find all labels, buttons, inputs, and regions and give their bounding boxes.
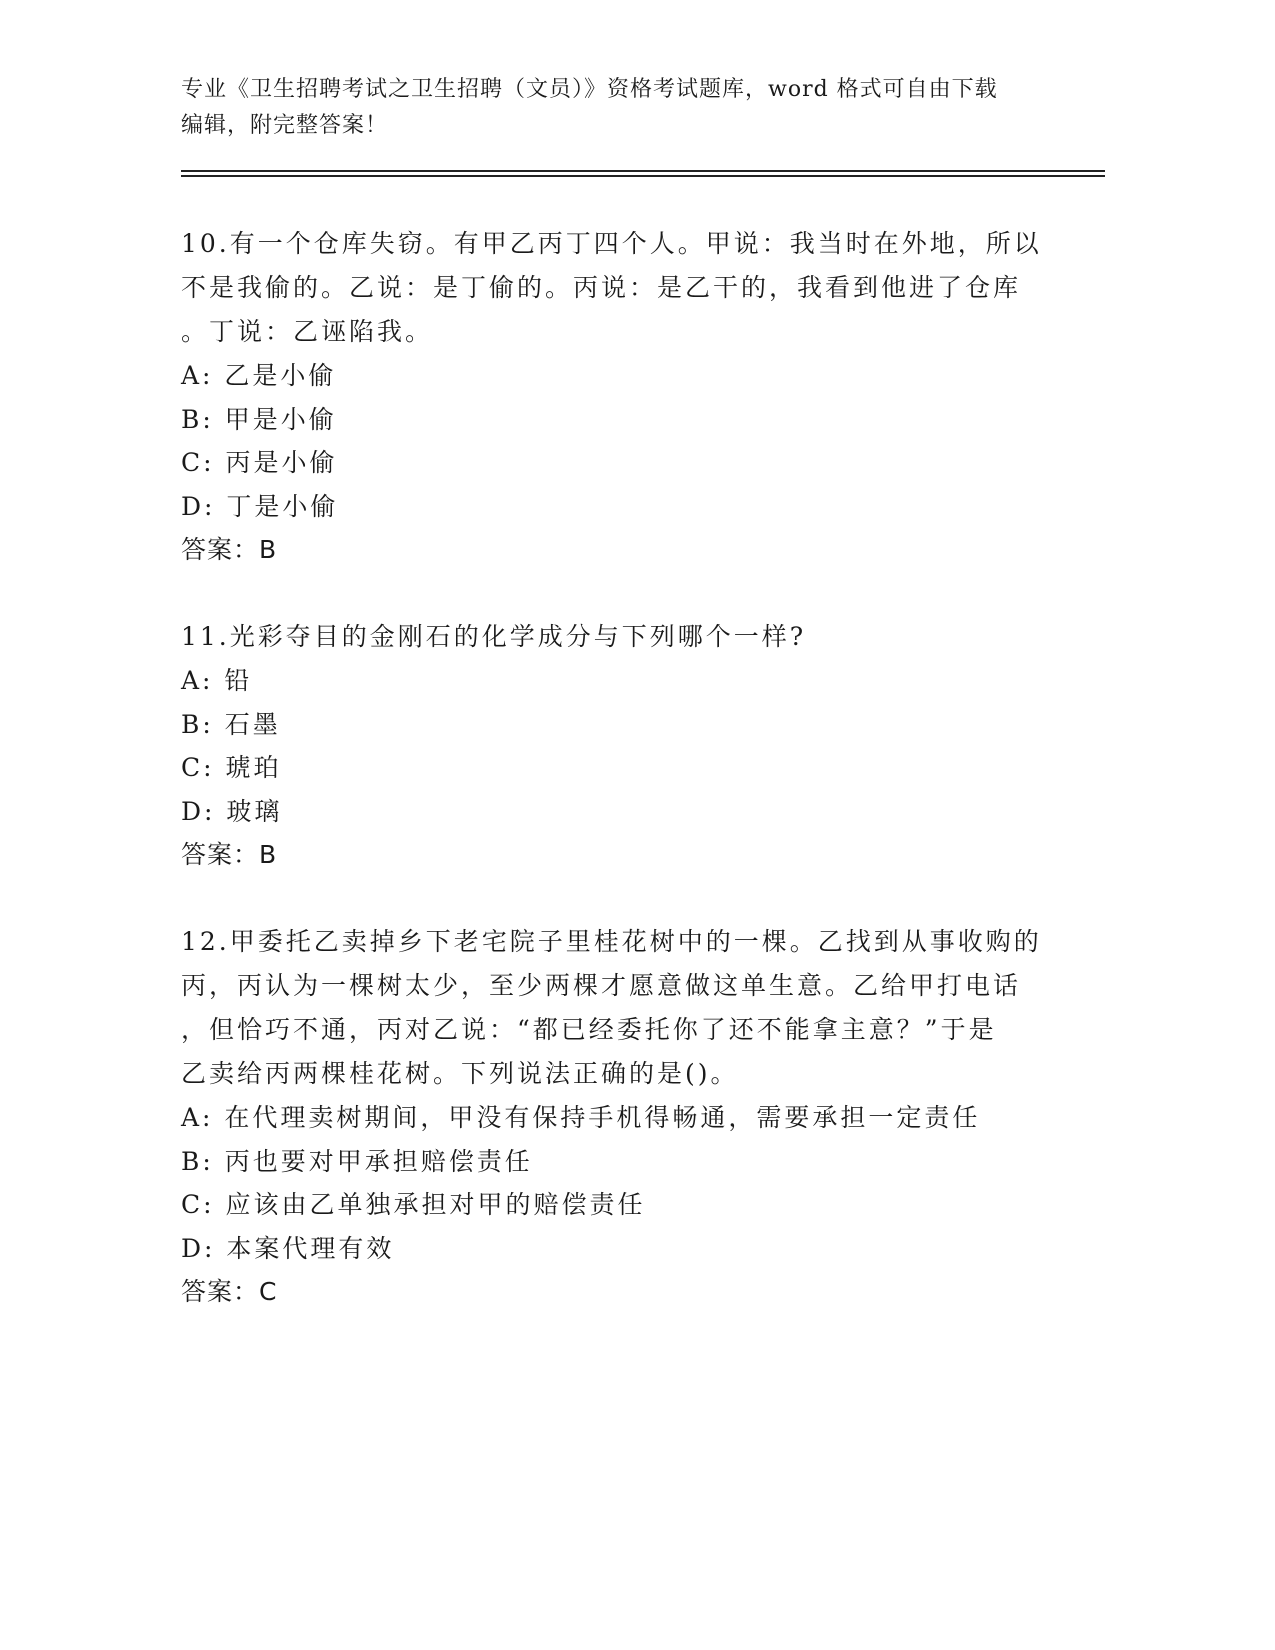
option-b: B: 丙也要对甲承担赔偿责任 — [181, 1146, 533, 1176]
option-c: C: 应该由乙单独承担对甲的赔偿责任 — [181, 1190, 646, 1219]
question-text-line: 乙卖给丙两棵桂花树。下列说法正确的是()。 — [181, 1059, 739, 1088]
option-c: C: 琥珀 — [181, 753, 282, 782]
question-text-line: 丙，丙认为一棵树太少，至少两棵才愿意做这单生意。乙给甲打电话 — [181, 971, 1022, 1000]
option-d: D: 本案代理有效 — [181, 1233, 395, 1263]
question-text-line: ，但恰巧不通，丙对乙说：“都已经委托你了还不能拿主意？”于是 — [181, 1015, 997, 1044]
question-11 — [181, 615, 1061, 877]
question-text-line: 12.甲委托乙卖掉乡下老宅院子里桂花树中的一棵。乙找到从事收购的 — [181, 927, 1042, 956]
question-text-line: 。丁说：乙诬陷我。 — [181, 317, 434, 346]
option-a: A: 铅 — [181, 666, 253, 695]
answer: 答案：B — [181, 535, 278, 564]
question-text-line: 10.有一个仓库失窃。有甲乙丙丁四个人。甲说：我当时在外地，所以 — [181, 229, 1042, 258]
option-a: A: 乙是小偷 — [181, 361, 337, 390]
option-a: A: 在代理卖树期间，甲没有保持手机得畅通，需要承担一定责任 — [181, 1103, 981, 1132]
option-b: B: 甲是小偷 — [181, 404, 337, 434]
option-b: B: 石墨 — [181, 709, 281, 739]
header-line-2: 编辑，附完整答案！ — [181, 113, 389, 138]
header-divider-bottom — [181, 175, 1105, 177]
answer: 答案：B — [181, 840, 278, 869]
answer: 答案：C — [181, 1277, 278, 1306]
header-line-1: 专业《卫生招聘考试之卫生招聘（文员）》资格考试题库，word 格式可自由下载 — [181, 77, 998, 102]
question-text-line: 不是我偷的。乙说：是丁偷的。丙说：是乙干的，我看到他进了仓库 — [181, 273, 1022, 302]
question-12 — [181, 920, 1061, 1314]
document-header — [181, 72, 1061, 144]
option-d: D: 丁是小偷 — [181, 491, 339, 521]
question-text-line: 11.光彩夺目的金刚石的化学成分与下列哪个一样? — [181, 622, 807, 651]
option-d: D: 玻璃 — [181, 796, 283, 826]
question-10 — [181, 222, 1061, 572]
header-divider-top — [181, 170, 1105, 172]
option-c: C: 丙是小偷 — [181, 448, 338, 477]
